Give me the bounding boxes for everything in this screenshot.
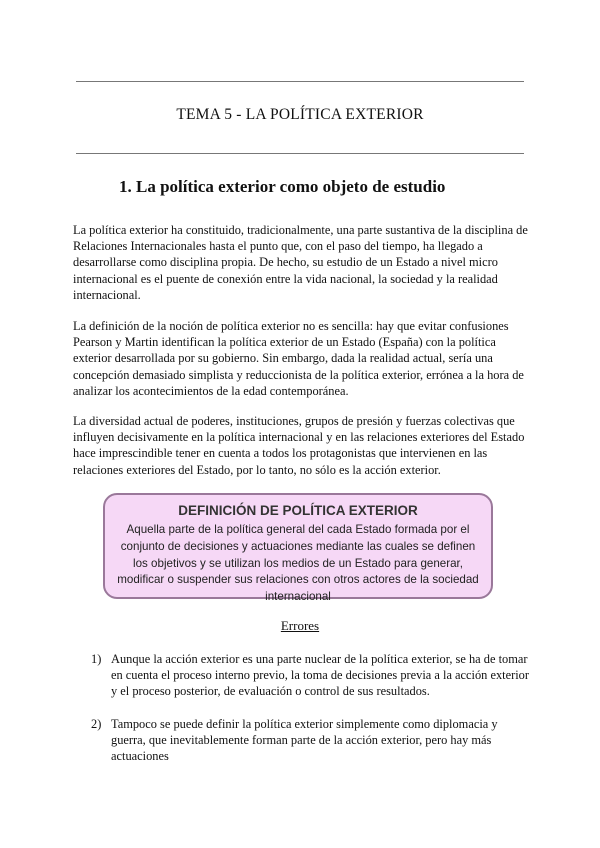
definition-text: Aquella parte de la política general del cada Estado formada por el conjunto de decisiones y actuaciones mediante las cuales se definen los objetivos y se utilizan los medios de un Estado para generar, modificar o suspender sus relaciones con otros actores de la sociedad internacional [117, 523, 479, 604]
list-item-text: Tampoco se puede definir la política exterior simplemente como diplomacia y guerra, que inevitablemente forman parte de la acción exterior, pero hay más actuaciones [111, 717, 498, 764]
top-divider [76, 81, 524, 82]
list-item-text: Aunque la acción exterior es una parte nuclear de la política exterior, se ha de tomar en cuenta el proceso interno previo, la toma de decisiones previa a la acción exterior y el proceso posterior, de evaluación o control de sus resultados. [111, 652, 530, 699]
bottom-divider [76, 153, 524, 154]
paragraph-intro: La política exterior ha constituido, tradicionalmente, una parte sustantiva de la disciplina de Relaciones Internacionales hasta el punto que, con el paso del tiempo, ha llegado a desarrollarse como disciplina propia. De hecho, su estudio de un Estado a nivel micro internacional es el puente de conexión entre la vida nacional, la sociedad y la realidad internacional. [73, 223, 528, 302]
paragraph-diversity: La diversidad actual de poderes, instituciones, grupos de presión y fuerzas colectivas que influyen decisivamente en la política internacional y en las relaciones exteriores del Estado hace imprescindible tener en cuenta a todos los protagonistas que intervienen en las relaciones exteriores del Estado, por lo tanto, no sólo es la acción exterior. [73, 414, 525, 477]
section-heading: 1. La política exterior como objeto de estudio [119, 177, 446, 196]
definition-title: DEFINICIÓN DE POLÍTICA EXTERIOR [178, 503, 418, 518]
list-item-number: 1) [91, 652, 102, 666]
list-item-number: 2) [91, 717, 102, 731]
paragraph-definition: La definición de la noción de política exterior no es sencilla: hay que evitar confusiones Pearson y Martin identifican la política exterior de un Estado (España) con la política exterior desarrollada por su gobierno. Sin embargo, dada la realidad actual, sería una concepción demasiado simplista y reduccionista de la política exterior, errónea a la hora de analizar los acontecimientos de la edad contemporánea. [73, 319, 524, 398]
definition-box [103, 493, 493, 604]
document-title: TEMA 5 - LA POLÍTICA EXTERIOR [176, 106, 424, 123]
errors-heading: Errores [280, 618, 320, 633]
